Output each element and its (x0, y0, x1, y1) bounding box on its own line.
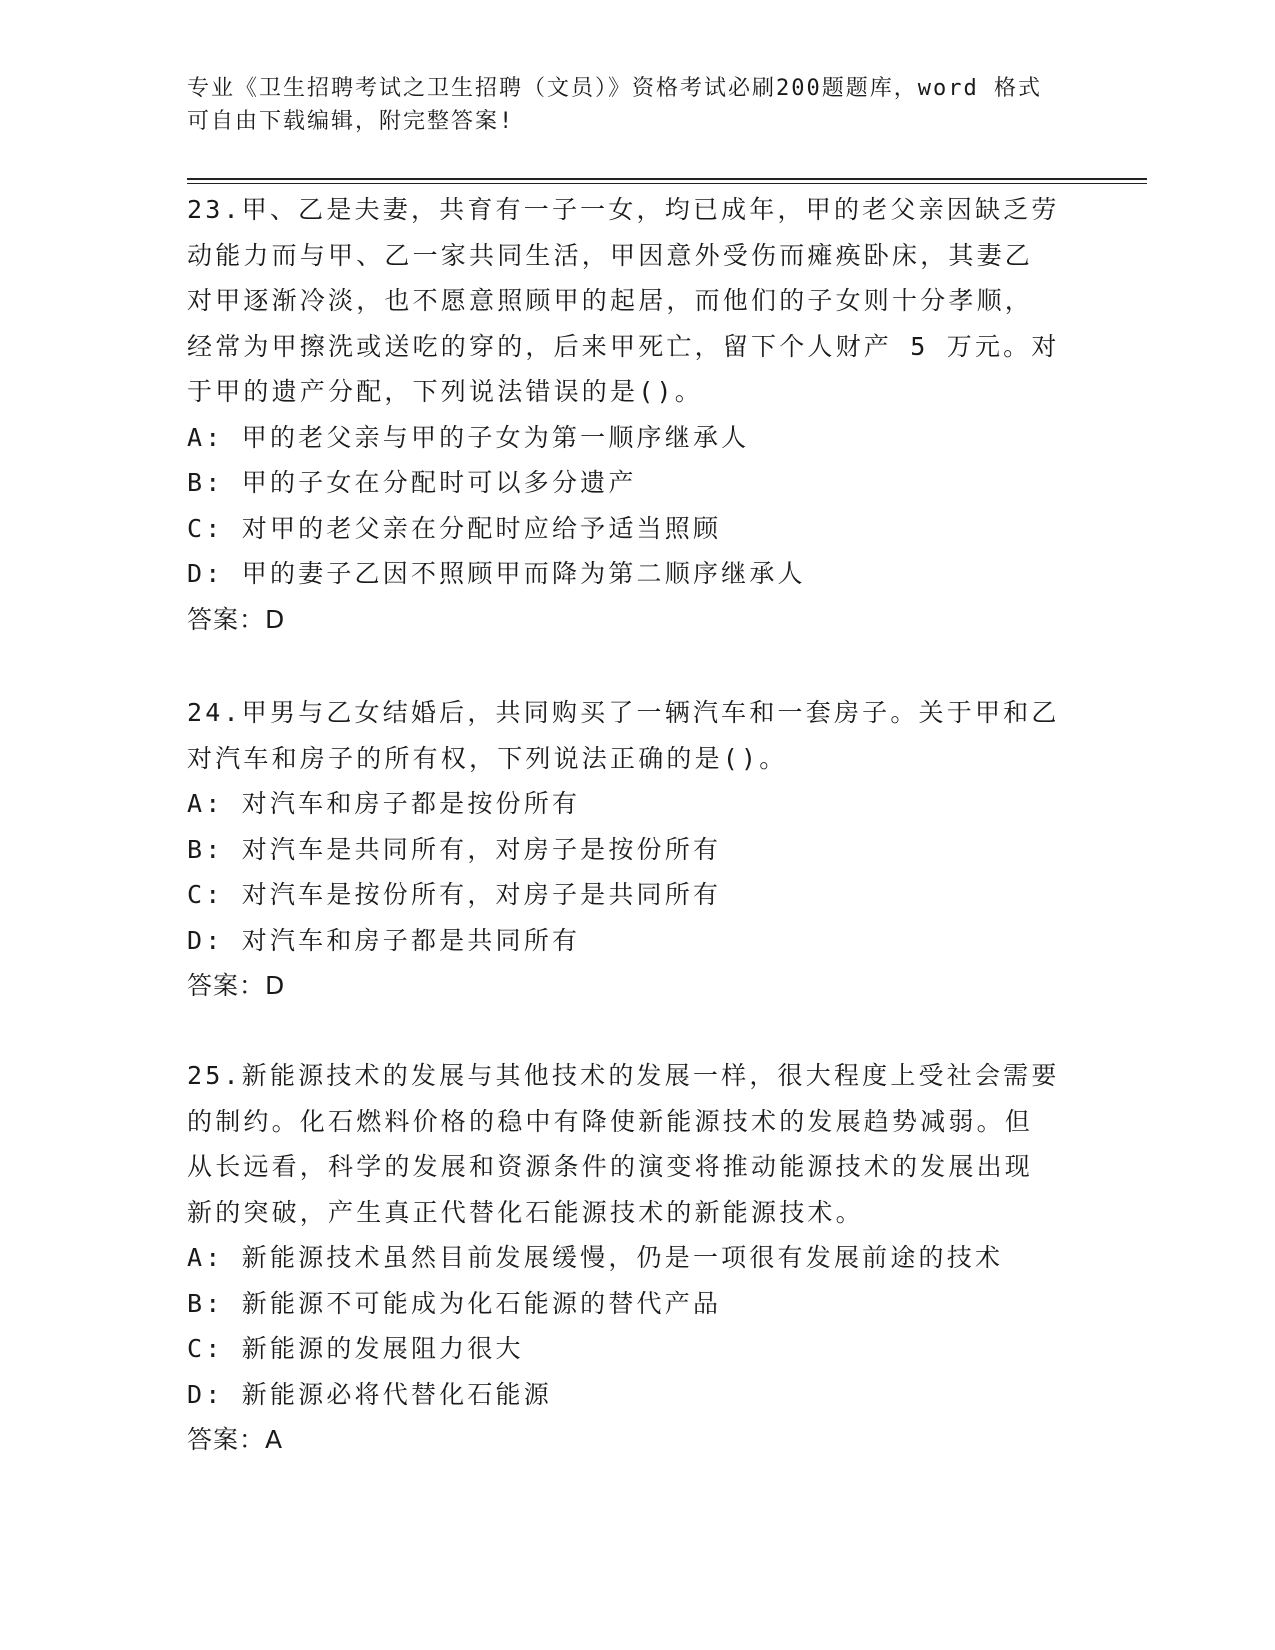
question-23-stem-line-1: 23.甲、乙是夫妻，共育有一子一女，均已成年，甲的老父亲因缺乏劳 (187, 195, 1060, 224)
question-25-option-b: B: 新能源不可能成为化石能源的替代产品 (187, 1288, 722, 1318)
question-25-stem-line-4: 新的突破，产生真正代替化石能源技术的新能源技术。 (187, 1197, 864, 1227)
document-header (187, 72, 1087, 138)
question-24-stem-line-2: 对汽车和房子的所有权，下列说法正确的是()。 (187, 743, 788, 773)
question-25-option-a: A: 新能源技术虽然目前发展缓慢，仍是一项很有发展前途的技术 (187, 1243, 1004, 1272)
question-25-option-d: D: 新能源必将代替化石能源 (187, 1379, 552, 1409)
question-23-option-d: D: 甲的妻子乙因不照顾甲而降为第二顺序继承人 (187, 559, 806, 588)
header-divider-thin (187, 183, 1147, 184)
question-25-stem-line-2: 的制约。化石燃料价格的稳中有降使新能源技术的发展趋势减弱。但 (187, 1106, 1034, 1136)
question-24-option-c: C: 对汽车是按份所有，对房子是共同所有 (187, 880, 722, 909)
question-24-stem-line-1: 24.甲男与乙女结婚后，共同购买了一辆汽车和一套房子。关于甲和乙 (187, 698, 1060, 727)
question-23-stem-line-4: 经常为甲擦洗或送吃的穿的，后来甲死亡，留下个人财产 5 万元。对 (187, 331, 1060, 361)
question-24-answer: 答案：D (187, 971, 286, 1000)
question-25-stem-line-3: 从长远看，科学的发展和资源条件的演变将推动能源技术的发展出现 (187, 1152, 1034, 1181)
header-divider-thick (187, 178, 1147, 180)
question-23 (187, 187, 1087, 642)
question-23-option-c: C: 对甲的老父亲在分配时应给予适当照顾 (187, 513, 722, 543)
question-23-option-b: B: 甲的子女在分配时可以多分遗产 (187, 468, 637, 497)
question-25-answer: 答案：A (187, 1425, 284, 1454)
header-title-line-1: 专业《卫生招聘考试之卫生招聘（文员）》资格考试必刷200题题库，word 格式 (187, 76, 1042, 101)
question-23-stem-line-3: 对甲逐渐冷淡，也不愿意照顾甲的起居，而他们的子女则十分孝顺， (187, 286, 1034, 315)
question-23-stem-line-5: 于甲的遗产分配，下列说法错误的是()。 (187, 377, 703, 406)
question-24-option-a: A: 对汽车和房子都是按份所有 (187, 789, 581, 818)
header-title-line-2: 可自由下载编辑，附完整答案! (187, 109, 515, 134)
question-24-option-d: D: 对汽车和房子都是共同所有 (187, 925, 581, 955)
question-24-option-b: B: 对汽车是共同所有，对房子是按份所有 (187, 834, 722, 864)
question-25-option-c: C: 新能源的发展阻力很大 (187, 1334, 524, 1363)
question-25-stem-line-1: 25.新能源技术的发展与其他技术的发展一样，很大程度上受社会需要 (187, 1061, 1060, 1090)
question-23-option-a: A: 甲的老父亲与甲的子女为第一顺序继承人 (187, 422, 750, 452)
question-24 (187, 690, 1087, 1009)
question-23-answer: 答案：D (187, 604, 286, 634)
question-23-stem-line-2: 动能力而与甲、乙一家共同生活，甲因意外受伤而瘫痪卧床，其妻乙 (187, 240, 1034, 270)
question-25 (187, 1053, 1087, 1463)
